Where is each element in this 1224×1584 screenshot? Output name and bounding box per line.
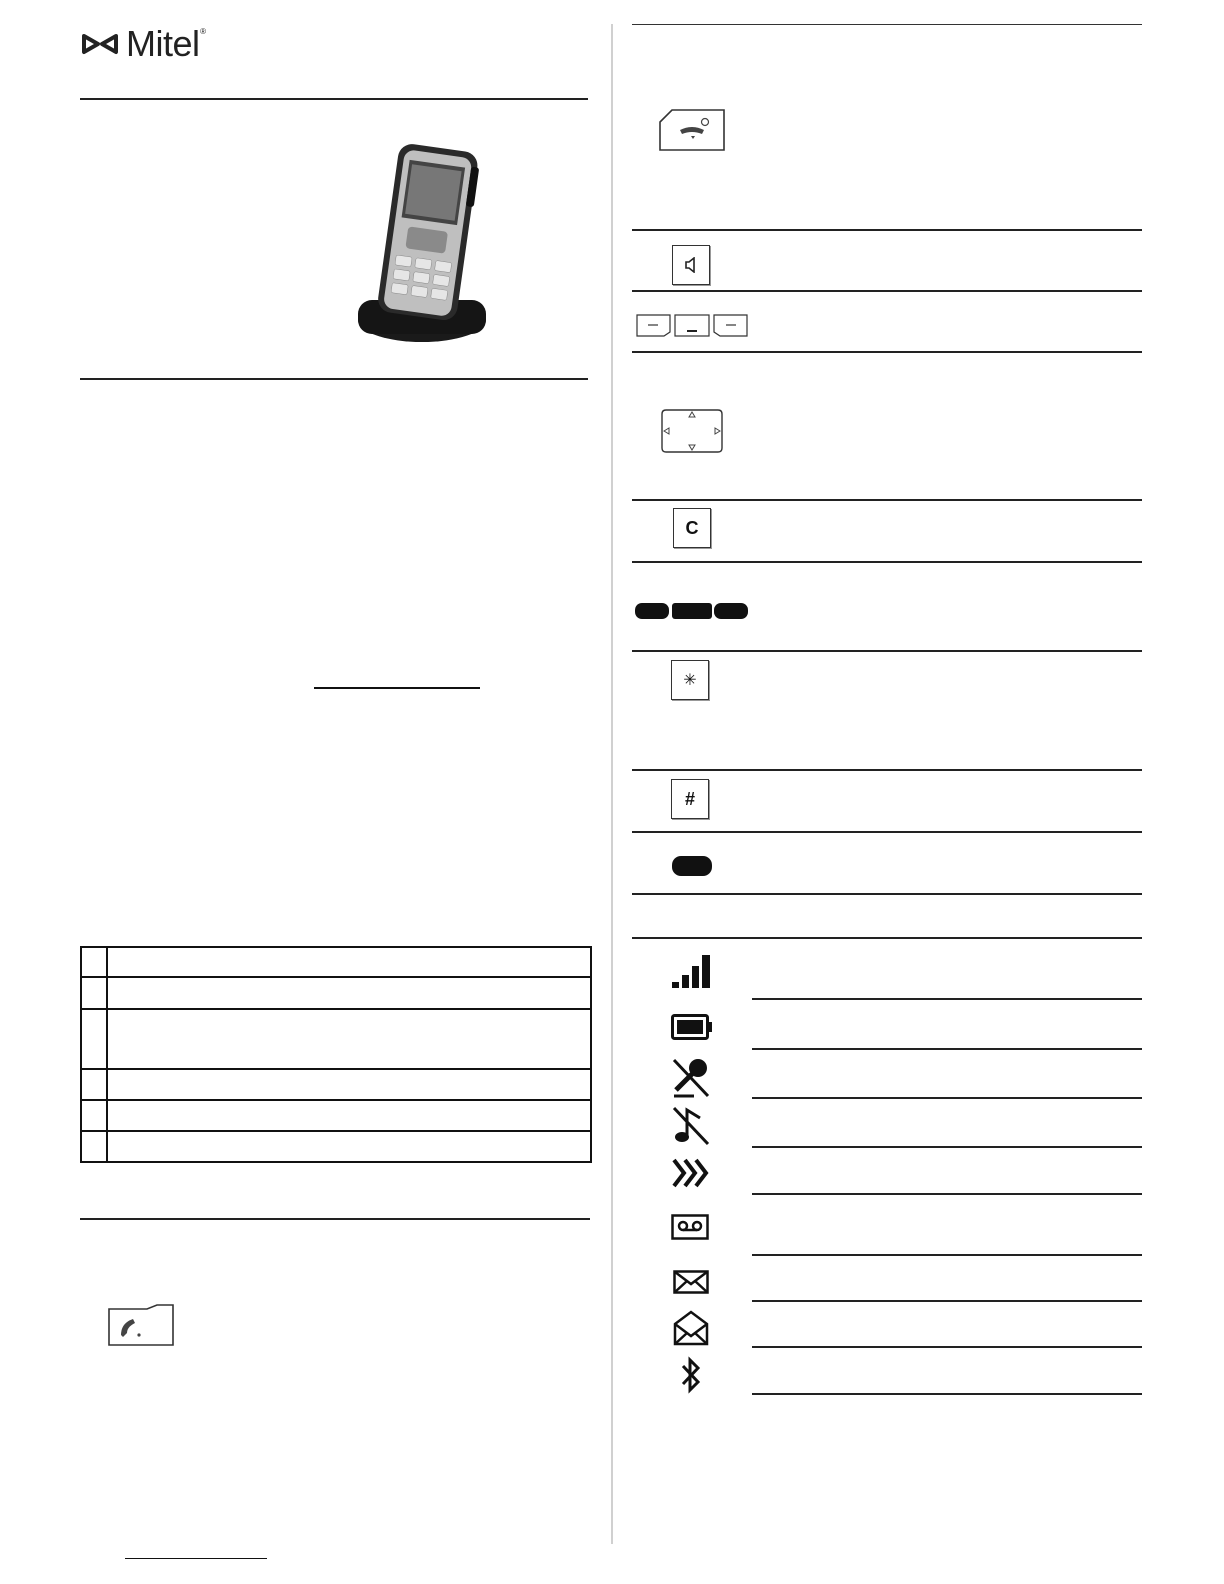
microphone-muted-icon <box>670 1056 712 1100</box>
section-divider <box>632 351 1142 353</box>
table-cell <box>81 1069 107 1100</box>
table-cell <box>81 1100 107 1131</box>
star-key-icon: ✳ <box>671 660 709 700</box>
section-divider <box>632 229 1142 231</box>
table-cell <box>81 977 107 1009</box>
section-divider <box>632 937 1142 939</box>
link-underline[interactable] <box>314 687 480 689</box>
mitel-logo <box>80 23 206 64</box>
ringer-off-icon <box>670 1104 712 1146</box>
table-cell <box>107 947 591 977</box>
status-divider <box>752 1300 1142 1302</box>
black-softkey-middle <box>672 603 712 619</box>
mitel-logo-icon <box>80 31 120 57</box>
table-row <box>81 1100 591 1131</box>
status-divider <box>752 1146 1142 1148</box>
status-divider <box>752 1193 1142 1195</box>
speaker-key-icon <box>672 245 710 285</box>
section-divider <box>632 831 1142 833</box>
table-cell <box>107 1131 591 1162</box>
table-row <box>81 1009 591 1069</box>
status-divider <box>752 1048 1142 1050</box>
handset-in-charger-image <box>350 140 495 350</box>
message-read-icon <box>673 1310 709 1346</box>
table-row <box>81 947 591 977</box>
table-cell <box>81 1009 107 1069</box>
status-divider <box>752 998 1142 1000</box>
call-forwarding-icon <box>672 1158 712 1188</box>
black-hotkey-icon <box>672 856 712 876</box>
softkeys-three-icon <box>636 314 748 338</box>
black-softkey-left <box>635 603 669 619</box>
table-cell <box>107 1009 591 1069</box>
brand-name: Mitel ® <box>126 23 206 64</box>
status-divider <box>752 1254 1142 1256</box>
table-row <box>81 1069 591 1100</box>
section-divider <box>632 769 1142 771</box>
table-cell <box>81 947 107 977</box>
clear-key-icon: C <box>673 508 711 548</box>
status-divider <box>752 1346 1142 1348</box>
table-row <box>81 1131 591 1162</box>
off-hook-softkey-icon <box>107 1303 175 1347</box>
section-divider <box>632 290 1142 292</box>
table-cell <box>107 1100 591 1131</box>
table-cell <box>107 977 591 1009</box>
legend-table <box>80 946 592 1163</box>
section-divider <box>632 893 1142 895</box>
footer-link-underline[interactable] <box>125 1558 267 1559</box>
section-divider <box>632 650 1142 652</box>
hash-key-icon: # <box>671 779 709 819</box>
black-softkey-right <box>714 603 748 619</box>
signal-strength-icon <box>672 953 712 989</box>
battery-icon <box>671 1014 713 1040</box>
section-divider <box>80 378 588 380</box>
table-row <box>81 977 591 1009</box>
section-divider <box>632 561 1142 563</box>
section-divider <box>80 98 588 100</box>
table-cell <box>81 1131 107 1162</box>
column-divider <box>611 24 613 1544</box>
hook-on-power-key-icon <box>658 108 726 152</box>
status-divider <box>752 1097 1142 1099</box>
bluetooth-icon <box>680 1356 702 1394</box>
section-divider <box>632 499 1142 501</box>
message-icon <box>673 1270 709 1294</box>
voicemail-icon <box>671 1214 709 1240</box>
navigation-key-icon <box>660 408 724 454</box>
section-divider <box>632 24 1142 25</box>
status-divider <box>752 1393 1142 1395</box>
section-divider <box>80 1218 590 1220</box>
table-cell <box>107 1069 591 1100</box>
